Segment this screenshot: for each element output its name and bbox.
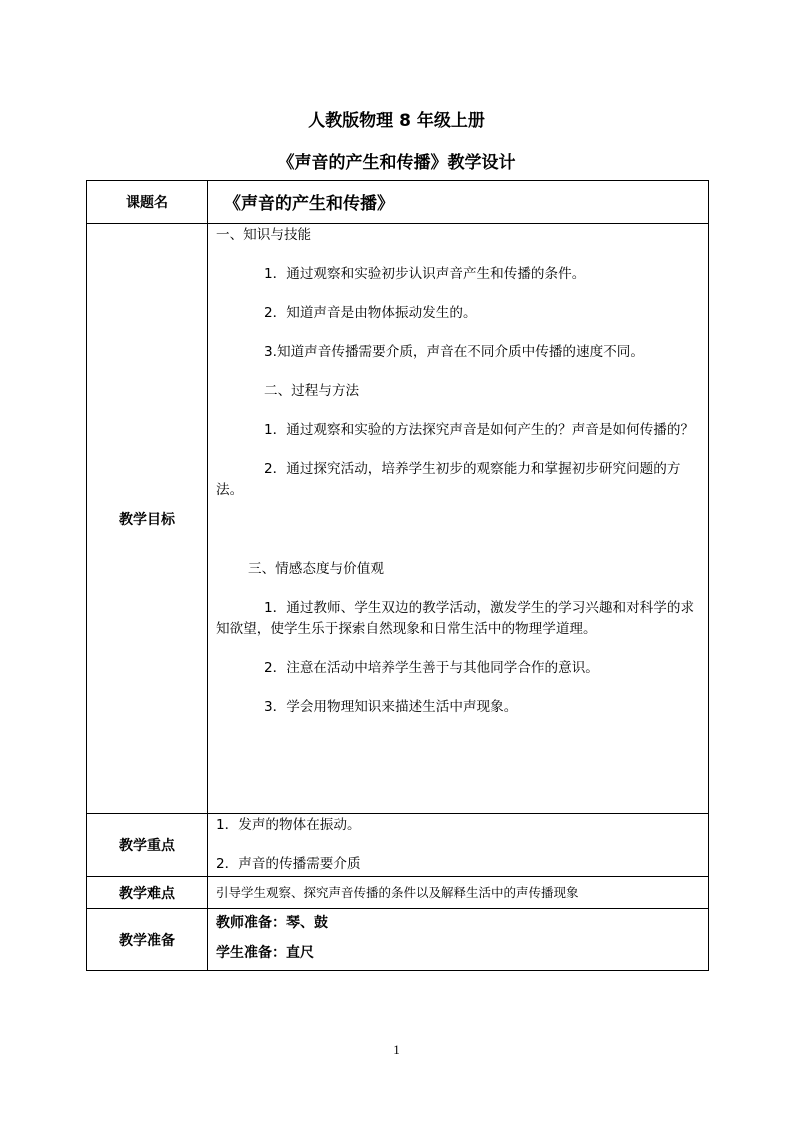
section-heading-knowledge: 一、知识与技能 — [216, 227, 312, 243]
table-row-topic — [87, 181, 709, 224]
table-row-objectives — [87, 224, 709, 814]
objective-item: 1．通过教师、学生双边的教学活动，激发学生的学习兴趣和对科学的求知欲望，使学生乐于探索自然现象和日常生活中的物理学道理。 — [216, 600, 695, 637]
topic-cell — [208, 181, 709, 224]
objectives-cell — [208, 224, 709, 814]
section-heading-process: 二、过程与方法 — [264, 383, 360, 399]
topic-label: 课题名 — [87, 181, 208, 224]
key-points-cell — [208, 814, 709, 877]
key-point-item: 2．声音的传播需要介质 — [216, 856, 361, 872]
objective-item: 3.知道声音传播需要介质，声音在不同介质中传播的速度不同。 — [264, 344, 644, 360]
table-row-difficulties — [87, 877, 709, 909]
document-subtitle: 《声音的产生和传播》教学设计 — [277, 153, 516, 173]
key-point-item: 1．发声的物体在振动。 — [216, 817, 361, 833]
objective-item: 1．通过观察和实验初步认识声音产生和传播的条件。 — [264, 266, 586, 282]
objective-item: 2．知道声音是由物体振动发生的。 — [264, 305, 477, 321]
lesson-plan-table — [86, 180, 709, 971]
page-number: 1 — [393, 1042, 400, 1057]
table-row-key-points — [87, 814, 709, 877]
preparation-label: 教学准备 — [87, 909, 208, 971]
objective-item: 1．通过观察和实验的方法探究声音是如何产生的？声音是如何传播的？ — [264, 422, 695, 438]
table-row-preparation — [87, 909, 709, 971]
objective-item: 2．注意在活动中培养学生善于与其他同学合作的意识。 — [264, 660, 599, 676]
difficulties-text: 引导学生观察、探究声音传播的条件以及解释生活中的声传播现象 — [216, 885, 579, 900]
section-heading-attitude: 三、情感态度与价值观 — [248, 561, 384, 577]
difficulties-label: 教学难点 — [87, 877, 208, 909]
difficulties-cell — [208, 877, 709, 909]
key-points-label: 教学重点 — [87, 814, 208, 877]
topic-value: 《声音的产生和传播》 — [224, 194, 394, 214]
teacher-preparation: 教师准备：琴、鼓 — [216, 915, 328, 931]
objectives-label: 教学目标 — [87, 224, 208, 814]
objective-item: 2．通过探究活动，培养学生初步的观察能力和掌握初步研究问题的方法。 — [216, 461, 681, 498]
objective-item: 3．学会用物理知识来描述生活中声现象。 — [264, 699, 518, 715]
preparation-cell — [208, 909, 709, 971]
document-title: 人教版物理 8 年级上册 — [308, 111, 485, 131]
student-preparation: 学生准备：直尺 — [216, 945, 314, 961]
